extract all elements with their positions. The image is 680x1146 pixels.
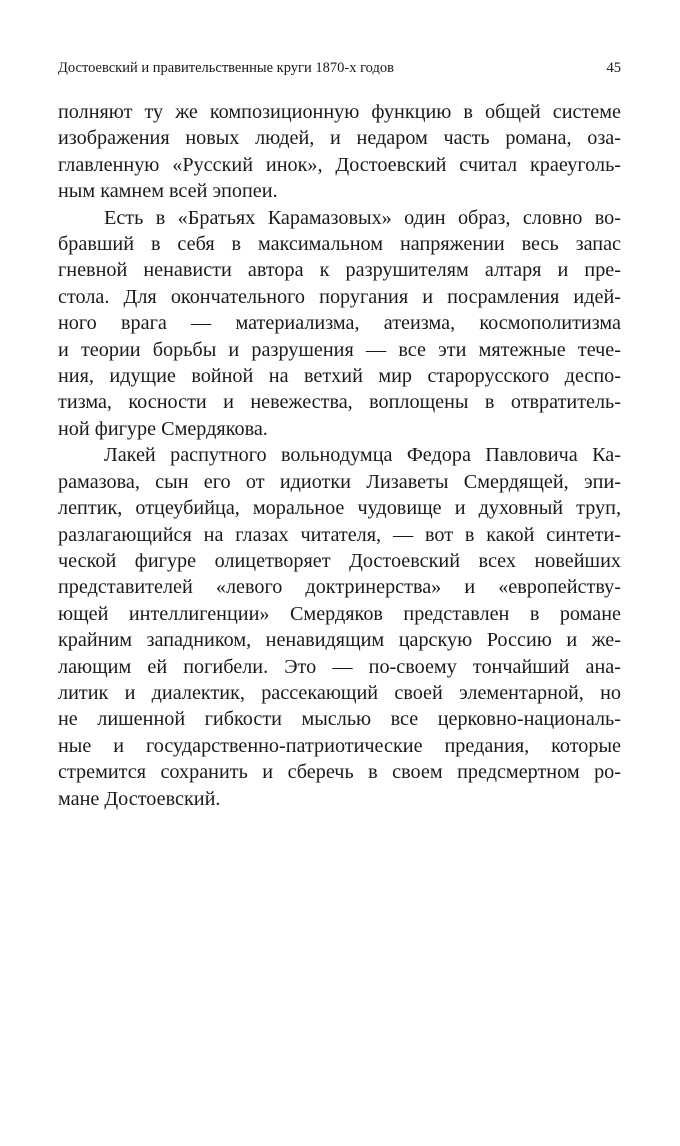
text-line: ные и государственно-патриотические предания, которые [58,734,621,757]
text-line: ного врага — материализма, атеизма, космополитизма [58,312,621,335]
text-line: главленную «Русский инок», Достоевский считал краеуголь- [58,153,621,176]
text-line: ным камнем всей эпопеи. [58,180,278,203]
text-line: крайним западником, ненавидящим царскую Россию и же- [58,629,621,652]
text-line: ной фигуре Смердякова. [58,417,268,440]
text-line: стола. Для окончательного поругания и посрамления идей- [58,285,621,308]
running-header [58,58,621,78]
text-line: бравший в себя в максимальном напряжении весь запас [58,233,621,256]
text-line: литик и диалектик, рассекающий своей элементарной, но [58,681,621,704]
paragraph-first-line: Есть в «Братьях Карамазовых» один образ, словно во- [104,206,621,229]
running-title: Достоевский и правительственные круги 1870-х годов [58,60,394,76]
text-line: ческой фигуре олицетворяет Достоевский всех новейших [58,549,621,572]
text-line: тизма, косности и невежества, воплощены в отвратитель- [58,391,621,414]
text-line: лептик, отцеубийца, моральное чудовище и духовный труп, [58,497,621,520]
text-line: ющей интеллигенции» Смердяков представлен в романе [58,602,621,625]
text-line: не лишенной гибкости мыслью все церковно-националь- [58,708,621,731]
text-line: мане Достоевский. [58,787,221,810]
text-line: изображения новых людей, и недаром часть романа, оза- [58,127,621,150]
text-line: гневной ненависти автора к разрушителям алтаря и пре- [58,259,621,282]
body-text [58,99,621,812]
text-line: рамазова, сын его от идиотки Лизаветы Смердящей, эпи- [58,470,621,493]
paragraph-first-line: Лакей распутного вольнодумца Федора Павловича Ка- [104,444,621,467]
text-line: ния, идущие войной на ветхий мир старорусского деспо- [58,365,621,388]
text-line: полняют ту же композиционную функцию в общей системе [58,101,621,123]
text-line: представителей «левого доктринерства» и «европейству- [58,576,621,599]
text-line: разлагающийся на глазах читателя, — вот в какой синтети- [58,523,621,546]
page-number: 45 [606,60,621,76]
text-line: лающим ей погибели. Это — по-своему тончайший ана- [58,655,621,678]
text-line: и теории борьбы и разрушения — все эти мятежные тече- [58,338,621,361]
text-line: стремится сохранить и сберечь в своем предсмертном ро- [58,761,621,784]
